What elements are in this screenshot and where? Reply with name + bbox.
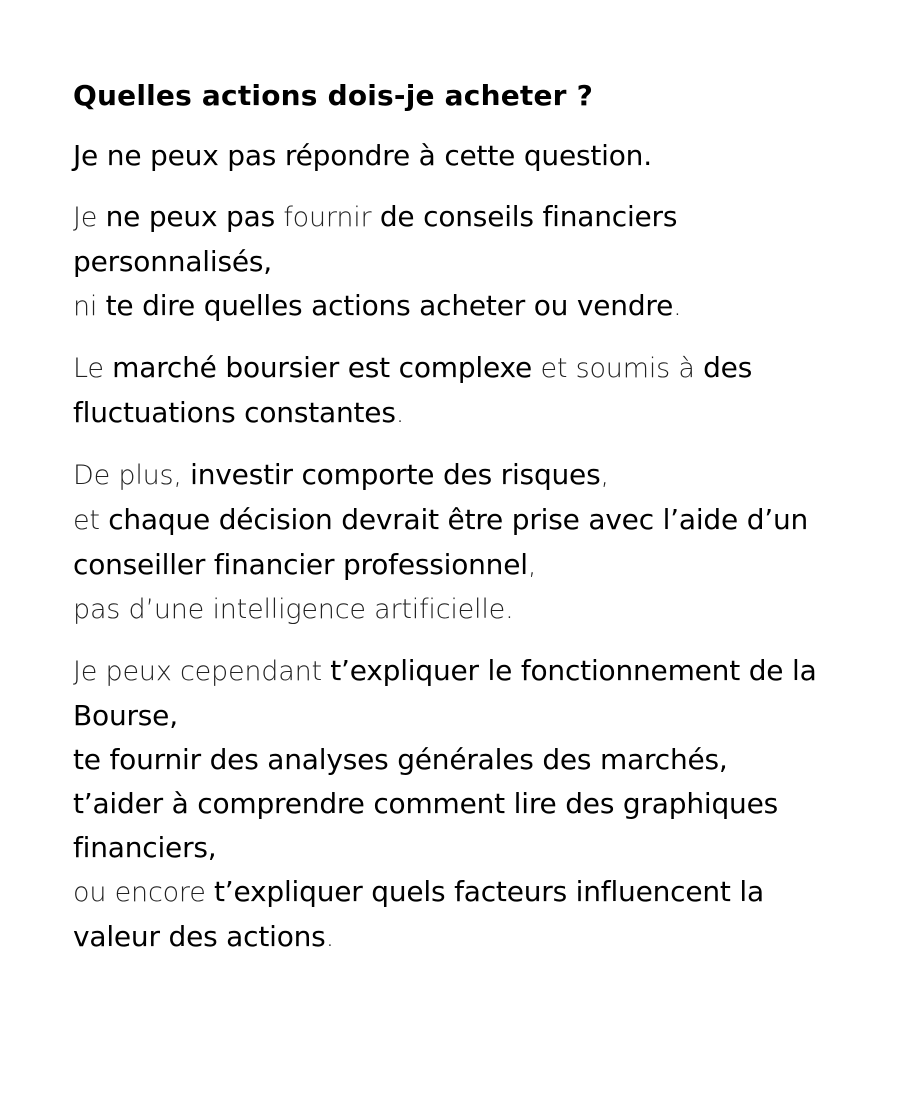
p3-text: Le — [73, 353, 113, 384]
p5-text: valeur des actions — [73, 920, 326, 953]
p5-line-4: t’aider à comprendre comment lire des graphiques — [73, 787, 779, 820]
paragraph-3 — [73, 346, 830, 436]
p5-text: . — [325, 922, 334, 953]
p5-line-5: financiers, — [73, 831, 217, 864]
p2-line-1 — [73, 195, 830, 240]
paragraph-1 — [73, 134, 830, 178]
p2-text: ni — [73, 291, 106, 322]
p4-text: , — [600, 460, 609, 491]
p3-line-1 — [73, 346, 830, 391]
p5-text: t’expliquer le fonctionnement de la — [330, 654, 817, 687]
p5-line-6 — [73, 870, 830, 915]
p5-text: Je peux cependant — [73, 656, 331, 687]
p3-line-2 — [73, 391, 830, 436]
p4-line-2 — [73, 498, 830, 543]
p5-line-2: Bourse, — [73, 699, 178, 732]
p4-text: chaque décision devrait être prise avec l’aide d’un — [108, 503, 809, 536]
p4-text: conseiller financier professionnel — [73, 548, 528, 581]
paragraph-5 — [73, 649, 830, 960]
p3-text: et soumis à — [532, 353, 704, 384]
p4-text: , — [527, 550, 537, 581]
p5-line-7 — [73, 915, 830, 960]
p2-text: fournir — [274, 202, 380, 233]
p5-text: t’expliquer quels facteurs influencent la — [214, 875, 764, 908]
p2-line-2: personnalisés, — [73, 245, 272, 278]
page-title: Quelles actions dois-je acheter ? — [73, 79, 594, 112]
p3-text: . — [395, 398, 405, 429]
paragraph-4 — [73, 453, 830, 632]
p5-line-1 — [73, 649, 830, 694]
p3-text: fluctuations constantes — [73, 396, 396, 429]
p4-text: et — [73, 505, 109, 536]
p4-text: De plus, — [73, 460, 191, 491]
p4-text: investir comporte des risques — [190, 458, 601, 491]
p2-text: te dire quelles actions acheter ou vendre — [105, 289, 674, 322]
p1-line-1: Je ne peux pas répondre à cette question. — [73, 139, 652, 172]
p3-text: marché boursier est complexe — [112, 351, 533, 384]
paragraph-2 — [73, 195, 830, 329]
p4-line-1 — [73, 453, 830, 498]
p2-line-3 — [73, 284, 830, 329]
p2-text: ne peux pas — [105, 200, 275, 233]
p4-line-4: pas d’une intelligence artificielle. — [73, 594, 514, 625]
p4-line-3 — [73, 543, 830, 588]
p3-text: des — [703, 351, 753, 384]
p5-text: ou encore — [73, 877, 215, 908]
p2-text: Je — [73, 202, 106, 233]
p5-line-3: te fournir des analyses générales des marchés, — [73, 743, 728, 776]
p2-text: . — [673, 291, 682, 322]
p2-text: de conseils financiers — [379, 200, 678, 233]
